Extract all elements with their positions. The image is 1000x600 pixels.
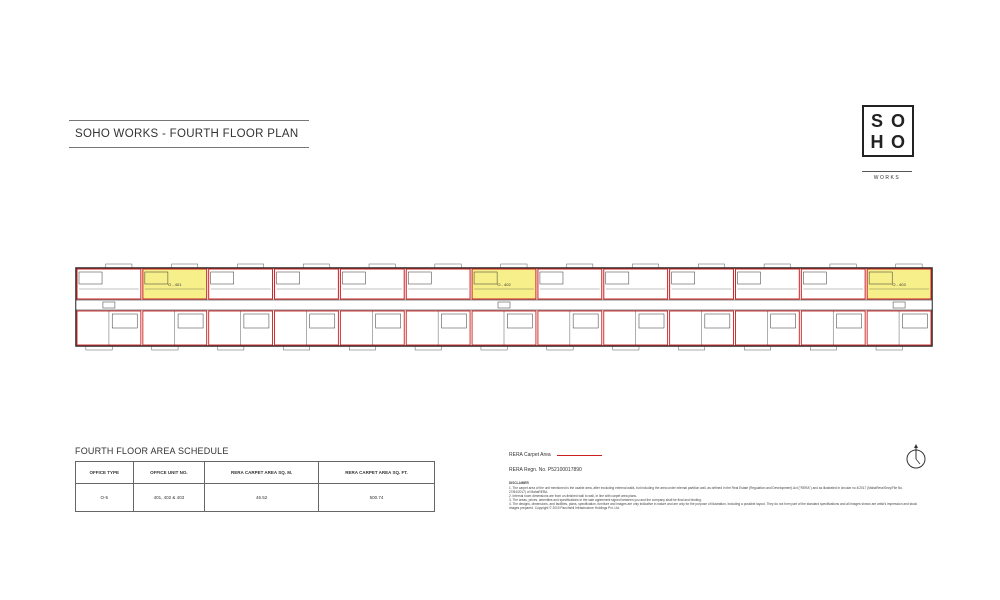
logo-box <box>862 105 914 157</box>
logo-letter-o: O <box>890 111 905 131</box>
title-bottom-rule <box>69 147 309 148</box>
legend-label: RERA Carpet Area <box>509 452 551 458</box>
unit-label: O - 402 <box>497 282 511 287</box>
disclaimer-item: 2. Internal room dimensions are from un-finished wall to wall, in line with carpet area plans. <box>509 494 637 498</box>
cell-office-type: O-5 <box>76 484 134 512</box>
unit-label: O - 403 <box>892 282 906 287</box>
disclaimer <box>509 481 919 510</box>
table-row <box>76 484 435 512</box>
disclaimer-item: 4. The designs, dimensions, and facilities, plans, specification, furniture and images are only indicative in nature and are only for the purpose of illustration, including a possible layout. They do not form part of the standard specifications and all images shown are artist's impression and stock images prepared. Copyright © 2019 Panchshil Infrastructure Holdings Pvt. Ltd. <box>509 502 918 510</box>
header-carpet-sqm: RERA CARPET AREA SQ. M. <box>205 462 319 484</box>
rera-registration: RERA Regn. No. P52100017890 <box>509 467 582 473</box>
header-carpet-sqft: RERA CARPET AREA SQ. FT. <box>319 462 435 484</box>
title-block <box>69 120 309 148</box>
unit-label: O - 401 <box>168 282 182 287</box>
corridor <box>76 300 932 310</box>
floor-plan <box>74 262 936 352</box>
header-office-unit: OFFICE UNIT NO. <box>133 462 205 484</box>
logo-letter-h: H <box>870 132 884 152</box>
carpet-area-legend <box>509 452 602 458</box>
cell-office-unit: 401, 402 & 403 <box>133 484 205 512</box>
area-schedule-table <box>75 461 435 512</box>
logo-subtitle: WORKS <box>873 175 901 181</box>
schedule-title: FOURTH FLOOR AREA SCHEDULE <box>75 446 229 456</box>
header-office-type: OFFICE TYPE <box>76 462 134 484</box>
logo-rule <box>862 171 912 172</box>
disclaimer-item: 1. The carpet area of the unit mentioned is the usable area, after excluding external walls, but including the area under internal partition wall, as defined in the Real Estate (Regulation and Development) Act ("RERA") and as illustrated in circular no 4/2017 (MahaRera/Secy/File No. 27/84/2017) of MahaRERA. <box>509 486 903 494</box>
logo-letter-o2: O <box>890 132 905 152</box>
cell-carpet-sqm: 46.52 <box>205 484 319 512</box>
legend-line <box>557 455 602 456</box>
logo-letter-s: S <box>870 111 883 131</box>
north-compass-icon <box>905 443 927 471</box>
page-title: SOHO WORKS - FOURTH FLOOR PLAN <box>75 128 299 140</box>
cell-carpet-sqft: 500.74 <box>319 484 435 512</box>
table-header-row <box>76 462 435 484</box>
soho-logo <box>862 105 912 181</box>
disclaimer-heading: DISCLAIMER <box>509 481 529 485</box>
disclaimer-item: 3. The areas, prices, amenities and specifications in the sale agreement signed between you and the company shall be final and binding. <box>509 498 702 502</box>
